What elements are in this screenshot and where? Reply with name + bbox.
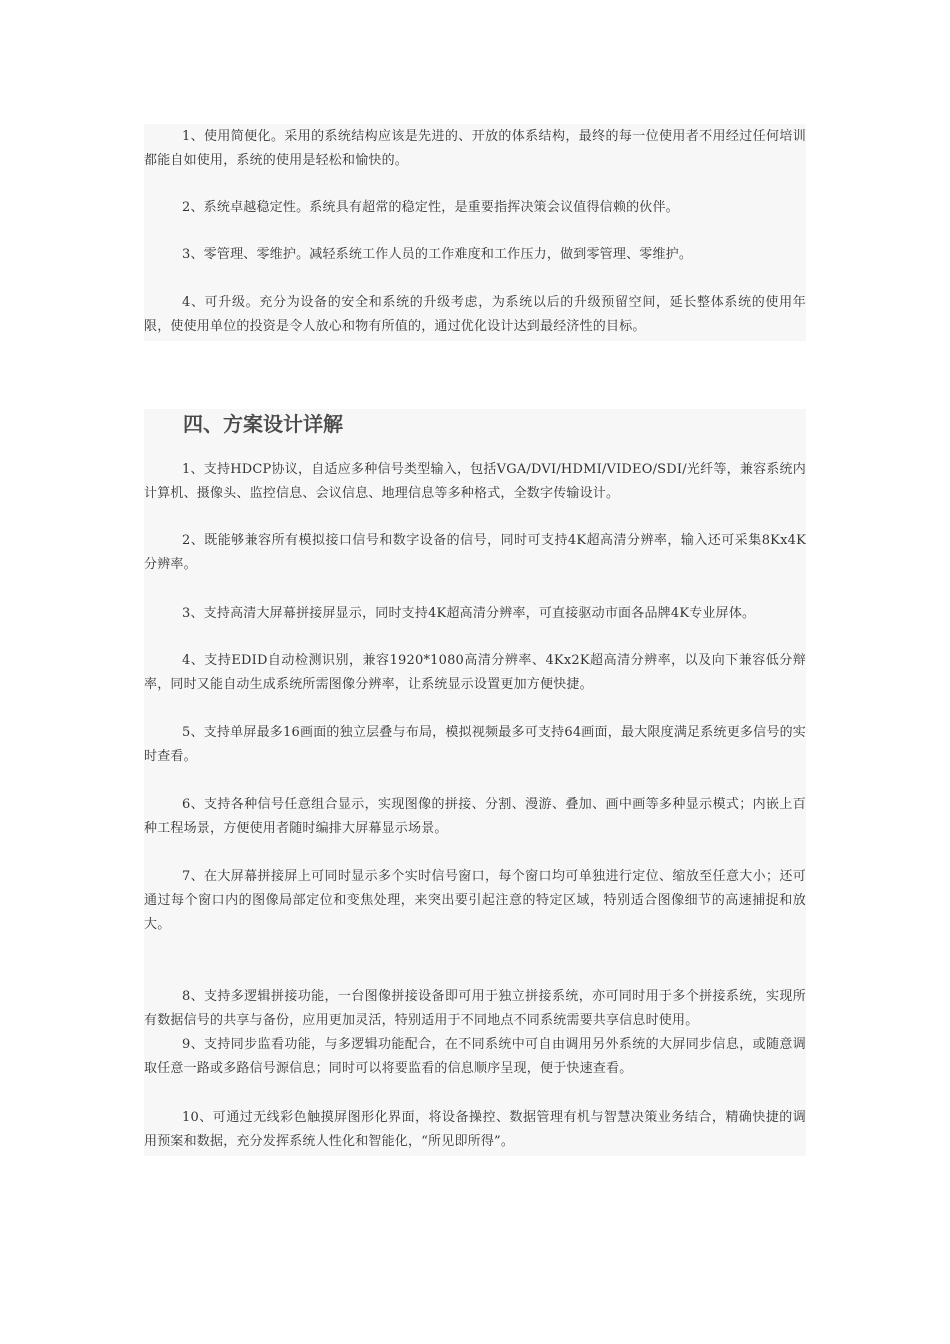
paragraph-ease-of-use: 1、使用简便化。采用的系统结构应该是先进的、开放的体系结构，最终的每一位使用者不用经过任何培训都能自如使用，系统的使用是轻松和愉快的。 [144, 129, 806, 168]
feature-list-block [144, 124, 806, 341]
paragraph-edid: 4、支持EDID自动检测识别，兼容1920*1080高清分辨率、4Kx2K超高清分辨率，以及向下兼容低分辩率，同时又能自动生成系统所需图像分辨率，让系统显示设置更加方便快捷。 [144, 653, 806, 692]
paragraph-sync-monitor: 9、支持同步监看功能，与多逻辑功能配合，在不同系统中可自由调用另外系统的大屏同步信息，或随意调取任意一路或多路信号源信息；同时可以将要监看的信息顺序呈现，便于快速查看。 [144, 1037, 806, 1076]
section-title: 四、方案设计详解 [183, 412, 343, 436]
paragraph-large-screen: 3、支持高清大屏幕拼接屏显示，同时支持4K超高清分辨率，可直接驱动市面各品牌4K专业屏体。 [182, 606, 756, 621]
paragraph-stability: 2、系统卓越稳定性。系统具有超常的稳定性，是重要指挥决策会议值得信赖的伙伴。 [182, 200, 679, 215]
paragraph-zero-maintenance: 3、零管理、零维护。减轻系统工作人员的工作难度和工作压力，做到零管理、零维护。 [182, 247, 693, 262]
paragraph-display-modes: 6、支持各种信号任意组合显示，实现图像的拼接、分割、漫游、叠加、画中画等多种显示模式；内嵌上百种工程场景，方便使用者随时编排大屏幕显示场景。 [144, 797, 806, 836]
paragraph-multi-window: 5、支持单屏最多16画面的独立层叠与布局，模拟视频最多可支持64画面，最大限度满足系统更多信号的实时查看。 [144, 725, 806, 764]
design-details-block [144, 409, 806, 1156]
paragraph-multi-logic: 8、支持多逻辑拼接功能，一台图像拼接设备即可用于独立拼接系统，亦可同时用于多个拼接系统，实现所有数据信号的共享与备份，应用更加灵活，特别适用于不同地点不同系统需要共享信息时使用。 [144, 989, 806, 1028]
paragraph-realtime-windows: 7、在大屏幕拼接屏上可同时显示多个实时信号窗口，每个窗口均可单独进行定位、缩放至任意大小；还可通过每个窗口内的图像局部定位和变焦处理，来突出要引起注意的特定区域，特别适合图像细节的高速捕捉和放大。 [144, 869, 806, 932]
paragraph-upgradable: 4、可升级。充分为设备的安全和系统的升级考虑，为系统以后的升级预留空间，延长整体系统的使用年限，使使用单位的投资是令人放心和物有所值的，通过优化设计达到最经济性的目标。 [144, 295, 806, 334]
paragraph-hdcp: 1、支持HDCP协议，自适应多种信号类型输入，包括VGA/DVI/HDMI/VIDEO/SDI/光纤等，兼容系统内计算机、摄像头、监控信息、会议信息、地理信息等多种格式，全数字传输设计。 [144, 462, 806, 501]
paragraph-analog-digital: 2、既能够兼容所有模拟接口信号和数字设备的信号，同时可支持4K超高清分辨率，输入还可采集8Kx4K分辨率。 [144, 533, 806, 572]
paragraph-touch-screen: 10、可通过无线彩色触摸屏图形化界面，将设备操控、数据管理有机与智慧决策业务结合，精确快捷的调用预案和数据，充分发挥系统人性化和智能化，“所见即所得”。 [144, 1110, 806, 1149]
